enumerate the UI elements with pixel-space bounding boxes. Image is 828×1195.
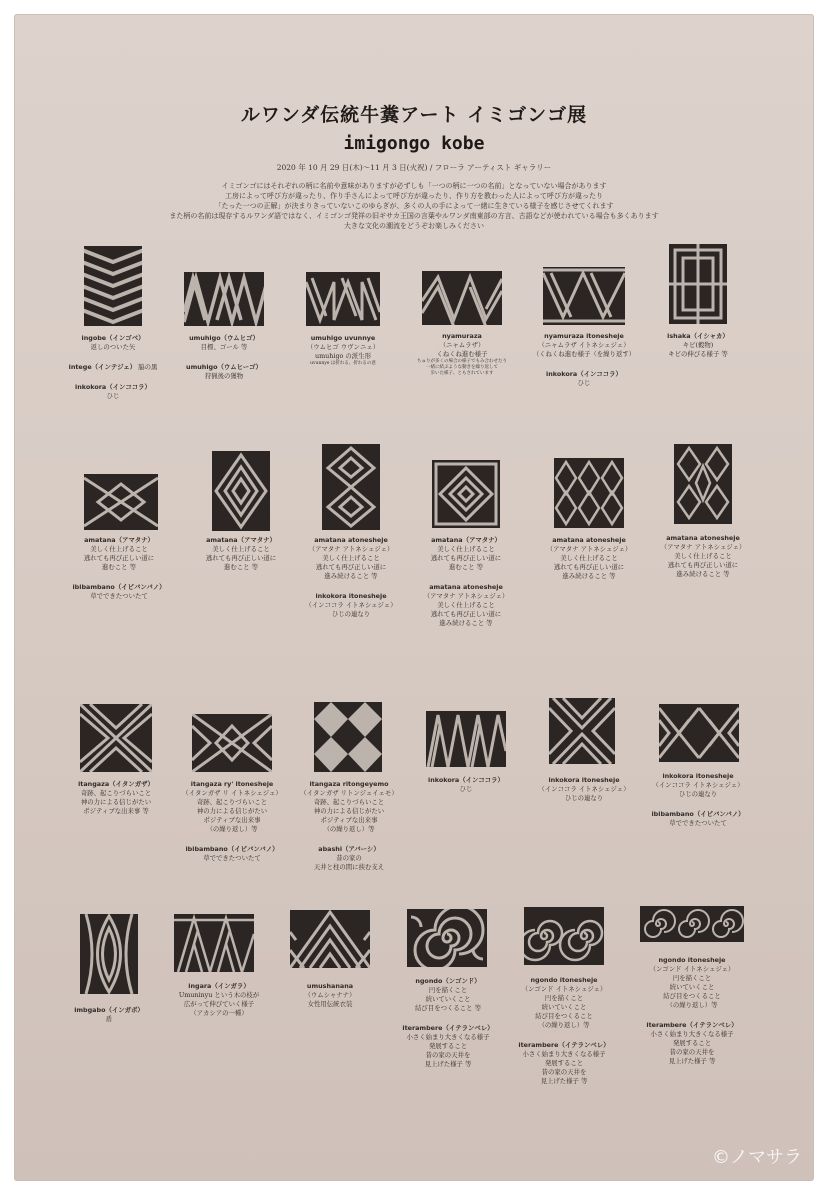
pattern-tile-inkokora-itonesheje <box>659 704 739 762</box>
pattern-tile-inkokora-itonesheje <box>549 698 615 764</box>
pattern-tile-itangaza-ritongeyemo <box>314 702 382 772</box>
pattern-tile-amatana-atonesheje <box>554 458 624 528</box>
pattern-tile-nyamuraza <box>422 271 502 325</box>
pattern-caption: nyamuraza （ニャムラザ） くねくね進む様子 ちゅりが多くの場合の様子でもみ合わせたり 一緒に結ぶような動きを繰り返して 歩いた様子、ともされています <box>417 332 507 376</box>
pattern-caption: ishaka（イシャカ） キビ(穀物) キビの伸びる様子 等 <box>667 332 729 358</box>
pattern-caption: inkokora itonesheje （インココラ イトネシェジェ） ひじの連なり <box>538 776 630 802</box>
pattern-caption: itangaza ry' itonesheje （イタンガザ リ イトネシェジェ） 奇跡、起こりづらいこと 神の力による信じがたい ポジティブな出来事 （の繰り返し）等 ibibambano（イビバンバノ） 草でできたついたて <box>182 780 282 862</box>
poster-title: ルワンダ伝統牛糞アート イミゴンゴ展 <box>240 104 588 126</box>
pattern-caption: ngondo（ンゴンド） 円を描くこと 続いていくこと 結び目をつくること 等 iterambere（イテランベレ） 小さく始まり大きくなる様子 発展すること 昔の家の天井を 見上げた様子 等 <box>402 977 494 1068</box>
pattern-caption: ingara（インガラ） Umuninyu という木の枝が 広がって伸びていく様子 （アカシアの一種） <box>178 982 260 1017</box>
pattern-tile-ngondo <box>407 909 487 967</box>
pattern-caption: ngondo itonesheje （ンゴンド イトネシェジェ） 円を描くこと 続いていくこと 結び目をつくること （の繰り返し）等 iterambere（イテランベレ） 小さく始まり大きくなる様子 発展すること 昔の家の天井を 見上げた様子 等 <box>518 976 610 1085</box>
pattern-tile-amatana <box>212 451 270 531</box>
intro-line: イミゴンゴにはそれぞれの柄に名前や意味がありますが必ずしも「一つの柄に一つの名前」となっていない場合があります <box>221 182 607 190</box>
pattern-tile-ingobe <box>84 246 142 326</box>
pattern-tile-ngondo-itonesheje <box>524 907 604 965</box>
pattern-caption: amatana（アマタナ） 美しく仕上げること 逃れても再び正しい道に 進むこと 等 <box>205 536 277 571</box>
pattern-caption: amatana（アマタナ） 美しく仕上げること 逃れても再び正しい道に 進むこと 等 amatana atonesheje （アマタナ アトネシェジェ） 美しく仕上げること 逃れても再び正しい道に 進み続けること 等 <box>423 536 509 627</box>
pattern-caption: amatana（アマタナ） 美しく仕上げること 逃れても再び正しい道に 進むこと 等 ibibambano（イビバンバノ） 草でできたついたて <box>72 536 166 600</box>
pattern-caption: amatana atonesheje （アマタナ アトネシェジェ） 美しく仕上げること 逃れても再び正しい道に 進み続けること 等 <box>546 536 632 580</box>
pattern-caption: amatana atonesheje （アマタナ アトネシェジェ） 美しく仕上げること 逃れても再び正しい道に 進み続けること 等 <box>660 534 746 578</box>
pattern-tile-imbgabo <box>80 914 138 994</box>
pattern-caption: ingobe（インゴベ） 返しのついた矢 intege（インテジェ） 脇の黒 inkokora（インココラ） ひじ <box>68 334 158 400</box>
pattern-tile-amatana <box>432 460 500 528</box>
pattern-tile-itangaza <box>80 704 152 772</box>
pattern-tile-umushanana <box>290 910 370 968</box>
pattern-caption: umuhigo uvunnye （ウムヒゴ ウヴンニェ） umuhigo の派生形 uvunnye は折れる、折れるの意 <box>306 334 380 366</box>
pattern-caption: umuhigo（ウムヒゴ） 目標、ゴール 等 umuhigo（ウムヒーゴ） 狩猟後の獲物 <box>186 334 262 380</box>
poster-wall <box>14 14 814 1181</box>
copyright-watermark: ©ノマサラ <box>712 1147 802 1168</box>
pattern-caption: itangaza ritongeyemo （イタンガザ リトンジェイェモ） 奇跡、起こりづらいこと 神の力による信じがたい ポジティブな出来事 （の繰り返し）等 abashi（アバーシ） 昔の家の 天井と柱の間に挟む支え <box>300 780 398 871</box>
pattern-tile-itangaza-ry-itonesheje <box>192 714 272 772</box>
poster-subtitle: imigongo kobe <box>343 133 485 154</box>
pattern-tile-amatana-atonesheje <box>322 444 380 530</box>
pattern-tile-amatana <box>84 474 158 530</box>
pattern-tile-nyamuraza-itonesheje <box>543 267 625 325</box>
pattern-tile-umuhigo <box>184 272 264 326</box>
pattern-tile-ingara <box>174 914 254 972</box>
poster-header <box>14 100 814 231</box>
intro-line: 工房によって呼び方が違ったり、作り手さんによって呼び方が違ったり、作り方を教わった人によって呼び方が違ったり <box>225 192 603 200</box>
intro-line: また柄の名前は現存するルワンダ語ではなく、イミゴンゴ発祥の旧ギサカ王国の言葉やルワンダ南東部の方言、古語などが使われている場合も多くあります <box>169 212 659 220</box>
intro-line: 「たった一つの正解」が決まりきっていないこのゆらぎが、多くの人の手によって一緒に生きている様子を感じさせてくれます <box>214 202 614 210</box>
pattern-caption: inkokora（インココラ） ひじ <box>428 776 504 793</box>
pattern-caption: umushanana （ウムシャナナ） 女性用伝統衣装 <box>304 982 356 1008</box>
exhibition-date: 2020 年 10 月 29 日(木)～11 月 3 日(火祝) / フローラ アーティスト ギャラリー <box>276 163 552 172</box>
pattern-tile-inkokora <box>426 711 506 767</box>
pattern-tile-amatana-atonesheje <box>674 444 732 524</box>
pattern-tile-ngondo-itonesheje <box>640 906 744 942</box>
pattern-caption: ngondo itonesheje （ンゴンド イトネシェジェ） 円を描くこと 続いていくこと 結び目をつくること （の繰り返し）等 iterambere（イテランベレ） 小さく始まり大きくなる様子 発展すること 昔の家の天井を 見上げた様子 等 <box>646 956 738 1065</box>
pattern-caption: imbgabo（インガボ） 盾 <box>74 1006 144 1023</box>
intro-line: 大きな文化の潮流をどうぞお楽しみください <box>344 222 484 230</box>
pattern-caption: itangaza（イタンガザ） 奇跡、起こりづらいこと 神の力による信じがたい ポジティブな出来事 等 <box>78 780 154 815</box>
pattern-caption: nyamuraza itonesheje （ニャムラザ イトネシェジェ） （くねくね進む様子（を繰り返す） inkokora（インココラ） ひじ <box>532 332 636 387</box>
pattern-caption: inkokora itonesheje （インココラ イトネシェジェ） ひじの連なり ibibambano（イビバンバノ） 草でできたついたて <box>651 772 745 827</box>
pattern-tile-umuhigo-uvunnye <box>306 272 380 326</box>
pattern-caption: amatana atonesheje （アマタナ アトネシェジェ） 美しく仕上げること 逃れても再び正しい道に 進み続けること 等 inkokora itonesheje （インココラ イトネシェジェ） ひじの連なり <box>305 536 397 618</box>
intro-text <box>14 181 814 231</box>
pattern-tile-ishaka <box>669 244 727 324</box>
